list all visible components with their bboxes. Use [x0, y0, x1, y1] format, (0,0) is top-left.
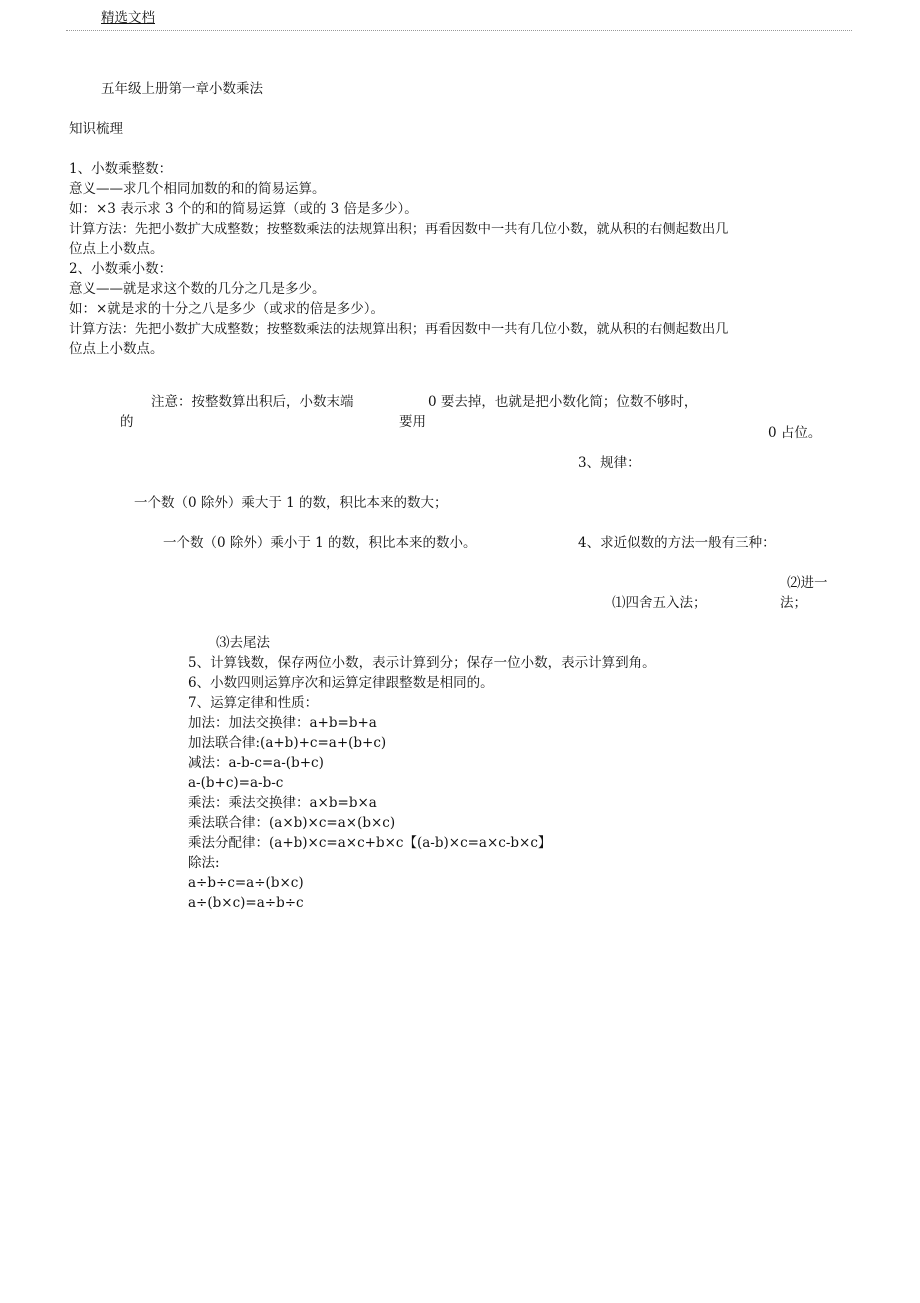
item2-method-line1: 计算方法：先把小数扩大成整数；按整数乘法的法规算出积；再看因数中一共有几位小数，就从积的右侧起数出几 — [69, 322, 729, 337]
item3-heading: 3、规律： — [578, 455, 641, 471]
item7-heading: 7、运算定律和性质： — [188, 695, 319, 711]
law-addition-associative: 加法联合律:(a+b)+c=a+(b+c) — [188, 735, 387, 751]
item3-rule2: 一个数（0 除外）乘小于 1 的数，积比本来的数小。 — [163, 535, 477, 551]
note-part3: 0 要去掉，也就是把小数化简；位数不够时， — [428, 394, 698, 410]
law-multiplication-associative: 乘法联合律：(a×b)×c=a×(b×c) — [188, 815, 396, 831]
item2-method-line2: 位点上小数点。 — [69, 341, 164, 357]
item1-meaning: 意义——求几个相同加数的和的简易运算。 — [69, 181, 326, 197]
item1-method-line2: 位点上小数点。 — [69, 241, 164, 257]
item6-text: 6、小数四则运算序次和运算定律跟整数是相同的。 — [188, 675, 494, 691]
law-division-heading: 除法: — [188, 855, 220, 871]
item4-method2-part2: 法； — [780, 595, 807, 611]
item1-heading: 1、小数乘整数： — [69, 161, 173, 177]
law-subtraction-2: a-(b+c)=a-b-c — [188, 775, 284, 791]
item5-text: 5、计算钱数，保存两位小数，表示计算到分；保存一位小数，表示计算到角。 — [188, 655, 656, 671]
law-multiplication-distributive: 乘法分配律：(a+b)×c=a×c+b×c【(a-b)×c=a×c-b×c】 — [188, 835, 552, 851]
header-divider — [66, 30, 852, 31]
item3-rule1: 一个数（0 除外）乘大于 1 的数，积比本来的数大； — [134, 495, 448, 511]
note-part5: 0 占位。 — [768, 425, 822, 441]
note-part4: 要用 — [399, 414, 426, 430]
law-division-1: a÷b÷c=a÷(b×c) — [188, 875, 304, 891]
law-subtraction-1: 减法：a-b-c=a-(b+c) — [188, 755, 324, 771]
item2-example: 如：×就是求的十分之八是多少（或求的倍是多少）。 — [69, 301, 385, 317]
item2-heading: 2、小数乘小数： — [69, 261, 173, 277]
item4-heading: 4、求近似数的方法一般有三种： — [578, 535, 776, 551]
item4-method1: ⑴四舍五入法； — [612, 595, 707, 611]
item1-example: 如：×3 表示求 3 个的和的简易运算（或的 3 倍是多少）。 — [69, 201, 418, 217]
item1-method-line1: 计算方法：先把小数扩大成整数；按整数乘法的法规算出积；再看因数中一共有几位小数，就从积的右侧起数出几 — [69, 222, 729, 237]
law-addition-commutative: 加法：加法交换律：a+b=b+a — [188, 715, 377, 731]
law-multiplication-commutative: 乘法：乘法交换律：a×b=b×a — [188, 795, 377, 811]
document-header-label: 精选文档 — [101, 10, 155, 26]
document-title: 五年级上册第一章小数乘法 — [101, 81, 263, 97]
item2-meaning: 意义——就是求这个数的几分之几是多少。 — [69, 281, 326, 297]
note-part2: 的 — [120, 414, 134, 430]
item4-method2-part1: ⑵进一 — [787, 575, 828, 591]
law-division-2: a÷(b×c)=a÷b÷c — [188, 895, 304, 911]
note-part1: 注意：按整数算出积后，小数末端 — [151, 394, 354, 410]
item4-method3: ⑶去尾法 — [216, 635, 270, 651]
section-heading: 知识梳理 — [69, 121, 123, 137]
